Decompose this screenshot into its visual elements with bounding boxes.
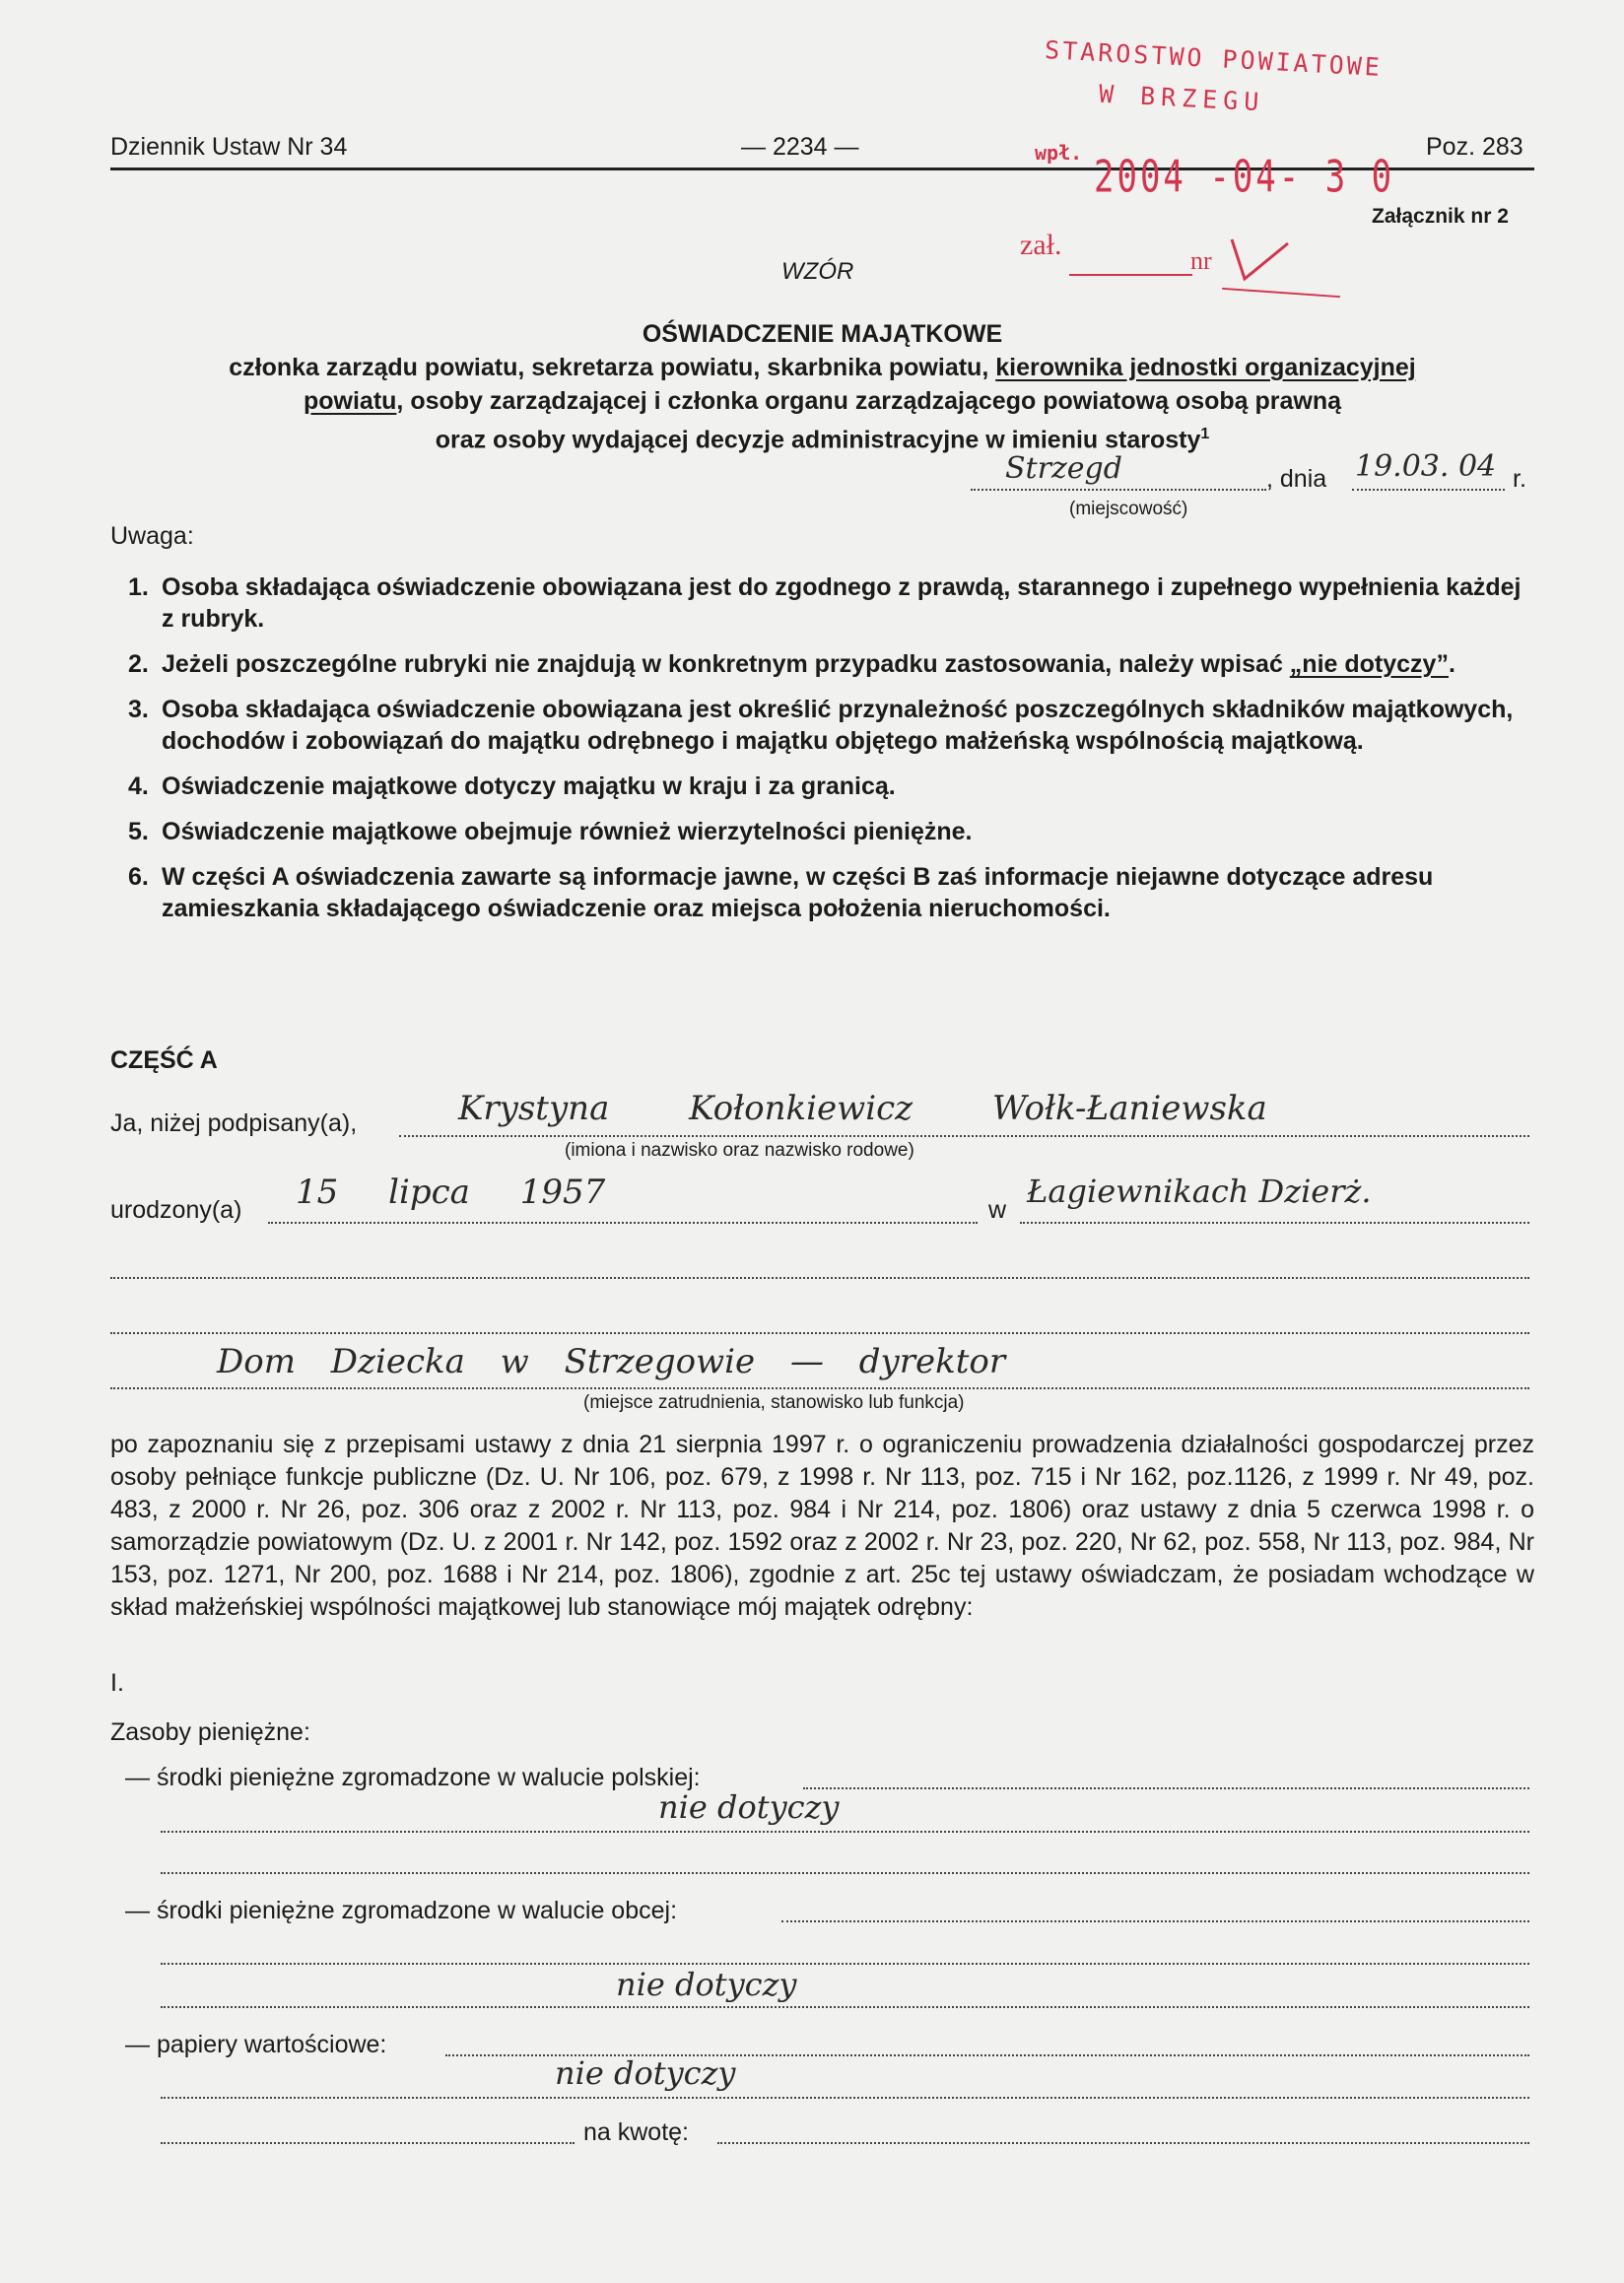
- note-item: [128, 861, 1534, 924]
- section-number: I.: [110, 1669, 124, 1697]
- section-heading: Zasoby pieniężne:: [110, 1718, 310, 1746]
- foreign-funds-line: [161, 2006, 1529, 2008]
- foreign-funds-line: [161, 1963, 1529, 1965]
- foreign-funds-label: — środki pieniężne zgromadzone w walucie obcej:: [125, 1897, 678, 1924]
- note-number: 2.: [128, 650, 149, 678]
- note-text: W części A oświadczenia zawarte są informacje jawne, w części B zaś informacje niejawne dotyczące adresu zamieszkania składającego oświadczenie oraz miejsca położenia nieruchomości.: [162, 863, 1434, 922]
- stamp-number-label: nr: [1190, 246, 1212, 275]
- subtitle-line-1: [110, 351, 1534, 384]
- place-caption: (miejscowość): [1069, 499, 1188, 519]
- template-label: WZÓR: [781, 258, 854, 285]
- date-value: 19.03. 04: [1355, 449, 1497, 484]
- name-value: Krystyna Kołonkiewicz Wołk-Łaniewska: [458, 1089, 1267, 1128]
- note-text: Oświadczenie majątkowe obejmuje również wierzytelności pieniężne.: [162, 818, 973, 845]
- declaration-title: OŚWIADCZENIE MAJĄTKOWE: [642, 320, 1003, 348]
- subtitle-text: oraz osoby wydającej decyzje administracyjne w imieniu starosty: [435, 426, 1201, 454]
- note-number: 3.: [128, 696, 149, 723]
- amount-line: [717, 2142, 1529, 2144]
- name-field-line: [399, 1135, 1529, 1137]
- stamp-attachment-label: zał.: [1020, 229, 1062, 261]
- stamp-line: [1069, 274, 1192, 276]
- birth-place-value: Łagiewnikach Dzierż.: [1027, 1173, 1372, 1210]
- subtitle-text: , osoby zarządzającej i członka organu zarządzającego powiatową osobą prawną: [396, 387, 1342, 415]
- attachment-label: Załącznik nr 2: [1372, 205, 1509, 228]
- notes-list: [128, 571, 1534, 938]
- stamp-received-label: wpł.: [1035, 141, 1083, 165]
- note-number: 6.: [128, 863, 149, 891]
- securities-line: [161, 2097, 1529, 2099]
- note-text: Oświadczenie majątkowe dotyczy majątku w kraju i za granicą.: [162, 772, 896, 800]
- subtitle-underlined: powiatu: [303, 387, 397, 415]
- legal-basis-text: po zapoznaniu się z przepisami ustawy z dnia 21 sierpnia 1997 r. o ograniczeniu prowadzenia działalności gospodarczej przez osoby pełniące funkcje publiczne (Dz. U. Nr 106, poz. 679, z 1998 r. Nr 113, poz. 715 i Nr 162, poz.1126, z 1999 r. Nr 49, poz. 483, z 2000 r. Nr 26, poz. 306 oraz z 2002 r. Nr 113, poz. 984 i Nr 214, poz. 1806) oraz ustawy z dnia 5 czerwca 1998 r. o samorządzie powiatowym (Dz. U. z 2001 r. Nr 142, poz. 1592 oraz z 2002 r. Nr 23, poz. 220, Nr 62, poz. 558, Nr 113, poz. 984, Nr 153, poz. 1271, Nr 200, poz. 1688 i Nr 214, poz. 1806), zgodnie z art. 25c tej ustawy oświadczam, że posiadam wchodzące w skład małżeńskiej wspólności majątkowej lub stanowiące mój majątek odrębny:: [110, 1431, 1534, 1621]
- note-emphasis: „nie dotyczy”: [1289, 650, 1449, 678]
- position-number: Poz. 283: [1426, 133, 1523, 161]
- note-text: Osoba składająca oświadczenie obowiązana jest do zgodnego z prawdą, starannego i zupełnego wypełnienia każdej z rubryk.: [162, 573, 1522, 633]
- name-label: Ja, niżej podpisany(a),: [110, 1109, 358, 1137]
- page-number: — 2234 —: [741, 133, 859, 161]
- date-field-line: [1352, 489, 1505, 491]
- note-item: [128, 571, 1534, 635]
- subtitle-underlined: kierownika jednostki organizacyjnej: [995, 354, 1416, 381]
- subtitle-line-3: [110, 418, 1534, 456]
- stamp-received-date: 2004 -04- 3 0: [1094, 152, 1395, 203]
- foreign-funds-line: [781, 1920, 1529, 1922]
- note-item: [128, 694, 1534, 757]
- declaration-title-block: [110, 317, 1534, 456]
- place-value: Strzegd: [1005, 451, 1122, 486]
- stamp-city: W BRZEGU: [1098, 79, 1266, 117]
- pln-funds-value: nie dotyczy: [658, 1788, 840, 1826]
- birth-date-line: [268, 1222, 978, 1224]
- blank-field-line: [110, 1277, 1529, 1279]
- employment-field-line: [110, 1387, 1529, 1389]
- footnote-marker: 1: [1200, 426, 1210, 442]
- birth-label: urodzony(a): [110, 1196, 242, 1224]
- note-number: 4.: [128, 772, 149, 800]
- stamp-office-name: STAROSTWO POWIATOWE: [1044, 35, 1384, 82]
- journal-title: Dziennik Ustaw Nr 34: [110, 133, 348, 161]
- date-label: , dnia: [1266, 465, 1327, 493]
- blank-field-line: [110, 1332, 1529, 1334]
- pln-funds-label: — środki pieniężne zgromadzone w walucie polskiej:: [125, 1764, 701, 1791]
- date-suffix: r.: [1513, 465, 1526, 493]
- note-item: [128, 648, 1534, 680]
- securities-value: nie dotyczy: [555, 2054, 736, 2092]
- employment-value: Dom Dziecka w Strzegowie — dyrektor: [217, 1342, 1006, 1381]
- part-a-heading: CZĘŚĆ A: [110, 1046, 218, 1074]
- name-caption: (imiona i nazwisko oraz nazwisko rodowe): [565, 1140, 914, 1161]
- birth-place-line: [1020, 1222, 1529, 1224]
- check-mark-icon: [1227, 232, 1296, 291]
- subtitle-line-2: [110, 384, 1534, 418]
- pln-funds-line: [161, 1872, 1529, 1874]
- securities-extra-line: [161, 2142, 575, 2144]
- note-text: .: [1448, 650, 1455, 678]
- employment-caption: (miejsce zatrudnienia, stanowisko lub funkcja): [583, 1392, 965, 1413]
- birth-date-value: 15 lipca 1957: [296, 1173, 606, 1212]
- note-text: Jeżeli poszczególne rubryki nie znajdują w konkretnym przypadku zastosowania, należy wpisać: [162, 650, 1290, 678]
- note-item: [128, 816, 1534, 847]
- pln-funds-line: [803, 1787, 1529, 1789]
- securities-label: — papiery wartościowe:: [125, 2031, 387, 2058]
- note-text: Osoba składająca oświadczenie obowiązana jest określić przynależność poszczególnych składników majątkowych, dochodów i zobowiązań do majątku odrębnego i majątku objętego małżeńską wspólnością majątkową.: [162, 696, 1514, 755]
- amount-label: na kwotę:: [583, 2118, 690, 2146]
- note-number: 1.: [128, 573, 149, 601]
- notes-heading: Uwaga:: [110, 522, 194, 550]
- place-field-line: [971, 489, 1266, 491]
- note-item: [128, 771, 1534, 802]
- subtitle-text: członka zarządu powiatu, sekretarza powiatu, skarbnika powiatu,: [229, 354, 996, 381]
- birth-place-label: w: [988, 1196, 1007, 1224]
- note-number: 5.: [128, 818, 149, 845]
- pln-funds-line: [161, 1831, 1529, 1833]
- foreign-funds-value: nie dotyczy: [616, 1966, 797, 2003]
